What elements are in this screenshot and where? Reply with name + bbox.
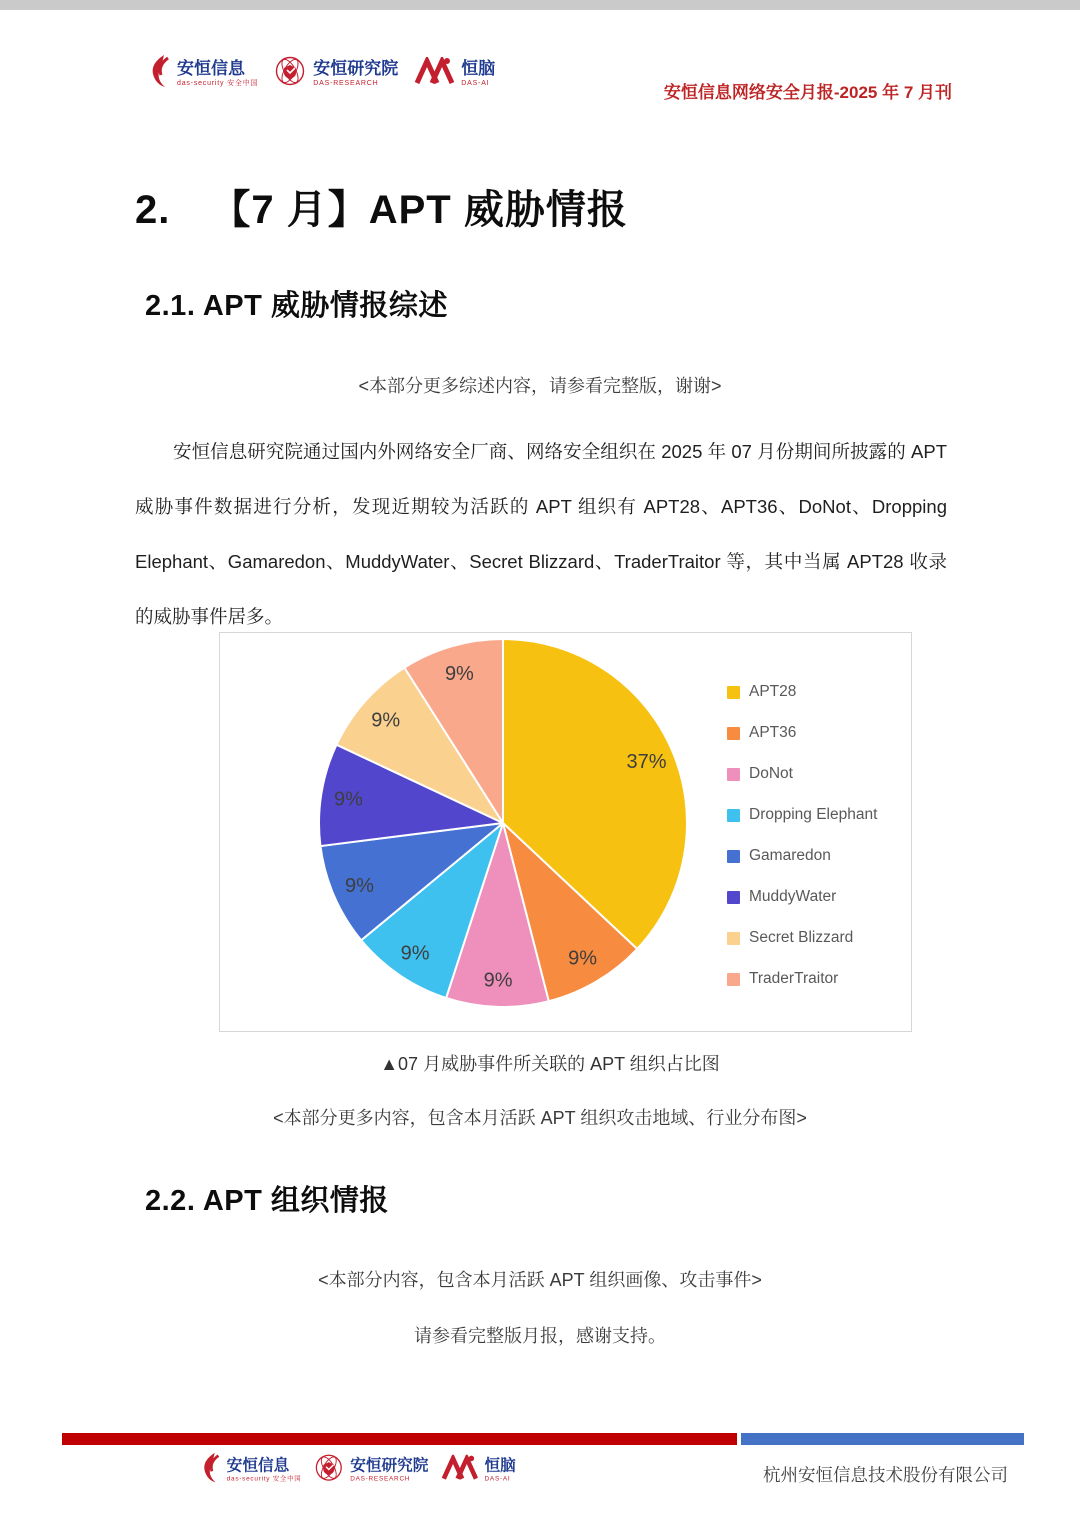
brand-research-sub: DAS-RESEARCH bbox=[313, 79, 379, 87]
apt-pie-chart bbox=[219, 632, 912, 1032]
legend-swatch bbox=[727, 727, 740, 740]
brand-hengnao-sub: DAS-AI bbox=[461, 79, 490, 87]
footer-brand-dasecurity-text bbox=[227, 1457, 302, 1482]
section-heading-2-2: 2.2. APT 组织情报 bbox=[145, 1185, 389, 1217]
brand-hengnao bbox=[414, 57, 495, 90]
footer-brand-research-sub: DAS-RESEARCH bbox=[350, 1475, 411, 1482]
chart-caption: ▲07 月威胁事件所关联的 APT 组织占比图 bbox=[380, 1054, 720, 1074]
brand-research-text bbox=[313, 60, 398, 87]
legend-label: MuddyWater bbox=[749, 888, 837, 905]
pie-label-tradertraitor: 9% bbox=[444, 662, 474, 685]
footer-brand-dasecurity bbox=[200, 1452, 301, 1488]
legend-swatch bbox=[727, 973, 740, 986]
brand-research-name: 安恒研究院 bbox=[313, 58, 399, 78]
legend-item-apt36 bbox=[727, 721, 877, 745]
pie-label-secret-blizzard: 9% bbox=[371, 709, 401, 732]
brand-hengnao-text bbox=[461, 60, 495, 87]
pie-label-muddywater: 9% bbox=[334, 788, 363, 811]
org-intel-note: <本部分内容，包含本月活跃 APT 组织画像、攻击事件> bbox=[318, 1270, 762, 1290]
legend-item-gamaredon bbox=[727, 844, 877, 868]
brand-hengnao-name: 恒脑 bbox=[461, 58, 496, 78]
legend-swatch bbox=[727, 932, 740, 945]
brand-dasecurity bbox=[148, 54, 258, 93]
footer-brand-dasecurity-sub: das-security 安全中国 bbox=[226, 1475, 302, 1482]
footer-bar-red bbox=[62, 1433, 737, 1445]
pie-label-apt28: 37% bbox=[626, 750, 667, 773]
legend-label: Dropping Elephant bbox=[749, 806, 878, 823]
legend-item-dropping-elephant bbox=[727, 803, 877, 827]
chart-legend bbox=[727, 680, 877, 991]
footer-brand-hengnao-text bbox=[485, 1457, 516, 1482]
legend-swatch bbox=[727, 850, 740, 863]
research-atom-icon bbox=[314, 1453, 343, 1487]
footer-brand-dasecurity-name: 安恒信息 bbox=[226, 1456, 290, 1474]
hengnao-ai-icon bbox=[441, 1455, 478, 1485]
legend-item-secret-blizzard bbox=[727, 926, 877, 950]
brand-dasecurity-text bbox=[177, 60, 258, 87]
pie-label-dropping-elephant: 9% bbox=[400, 942, 430, 965]
footer-brand-research-name: 安恒研究院 bbox=[350, 1456, 429, 1474]
section-heading-2-number: 2. bbox=[135, 188, 171, 232]
section-heading-2-1: 2.1. APT 威胁情报综述 bbox=[145, 290, 448, 322]
legend-label: DoNot bbox=[749, 765, 793, 782]
research-atom-icon bbox=[274, 55, 306, 92]
footer-brand-research-text bbox=[350, 1457, 428, 1482]
issue-title: 安恒信息网络安全月报-2025 年 7 月刊 bbox=[663, 83, 952, 102]
legend-label: APT28 bbox=[749, 683, 797, 700]
legend-item-donot bbox=[727, 762, 877, 786]
dasecurity-swoosh-icon bbox=[200, 1452, 220, 1488]
dasecurity-swoosh-icon bbox=[148, 54, 170, 93]
summary-paragraph: 安恒信息研究院通过国内外网络安全厂商、网络安全组织在 2025 年 07 月份期间所披露的 APT 威胁事件数据进行分析，发现近期较为活跃的 APT 组织有 APT28、APT36、DoNot、Dropping Elephant、Gamaredon、MuddyWater、Secret Blizzard、TraderTraitor 等，其中当属 APT28 收录的威胁事件居多。 bbox=[135, 441, 947, 627]
summary-note: <本部分更多综述内容，请参看完整版，谢谢> bbox=[358, 376, 722, 396]
section-heading-2-title: 【7 月】APT 威胁情报 bbox=[210, 188, 628, 232]
hengnao-ai-icon bbox=[414, 57, 454, 90]
footer-brand-research bbox=[314, 1453, 428, 1487]
more-content-note: <本部分更多内容，包含本月活跃 APT 组织攻击地域、行业分布图> bbox=[273, 1108, 807, 1128]
header-brand-row bbox=[148, 54, 495, 93]
company-name: 杭州安恒信息技术股份有限公司 bbox=[763, 1465, 1008, 1485]
legend-item-tradertraitor bbox=[727, 967, 877, 991]
legend-swatch bbox=[727, 809, 740, 822]
legend-label: Gamaredon bbox=[749, 847, 831, 864]
full-version-note: 请参看完整版月报，感谢支持。 bbox=[414, 1326, 666, 1346]
legend-swatch bbox=[727, 891, 740, 904]
brand-research bbox=[274, 55, 398, 92]
footer-brand-hengnao bbox=[441, 1455, 516, 1485]
pie-label-donot: 9% bbox=[483, 969, 513, 992]
footer-brand-row bbox=[200, 1452, 516, 1488]
section-heading-2 bbox=[135, 178, 628, 235]
pie-label-apt36: 9% bbox=[568, 947, 598, 970]
legend-swatch bbox=[727, 768, 740, 781]
footer-brand-hengnao-name: 恒脑 bbox=[484, 1456, 516, 1474]
legend-item-muddywater bbox=[727, 885, 877, 909]
brand-dasecurity-sub: das-security 安全中国 bbox=[177, 79, 259, 87]
footer-divider-bar bbox=[62, 1433, 1024, 1445]
footer-bar-blue bbox=[741, 1433, 1024, 1445]
legend-swatch bbox=[727, 686, 740, 699]
pie-label-gamaredon: 9% bbox=[345, 875, 374, 898]
legend-item-apt28 bbox=[727, 680, 877, 704]
legend-label: TraderTraitor bbox=[749, 970, 839, 987]
legend-label: APT36 bbox=[749, 724, 797, 741]
footer-brand-hengnao-sub: DAS-AI bbox=[484, 1475, 511, 1482]
legend-label: Secret Blizzard bbox=[749, 929, 854, 946]
brand-dasecurity-name: 安恒信息 bbox=[177, 58, 245, 78]
page-top-strip bbox=[0, 0, 1080, 10]
